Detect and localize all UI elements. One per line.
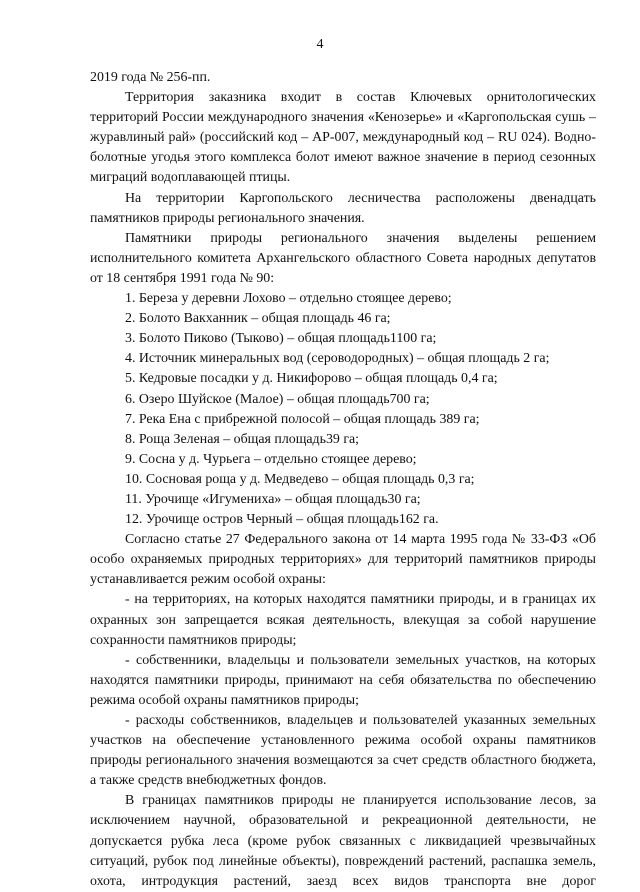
list-item: 2. Болото Вакханник – общая площадь 46 га; bbox=[125, 311, 391, 327]
list-item: 3. Болото Пиково (Тыково) – общая площадь1100 га; bbox=[125, 331, 437, 347]
document-body bbox=[90, 68, 596, 892]
paragraph-obligations: - собственники, владельцы и пользователи земельных участков, на которых находятся памятники природы, принимают на себя обязательства по обеспечению режима особой охраны памятников природы; bbox=[90, 652, 596, 708]
paragraph-expenses: - расходы собственников, владельцев и пользователей указанных земельных участков на обеспечение установленного режима особой охраны памятников природы регионального значения возмещаются за счет средств областного бюджета, а также средств внебюджетных фондов. bbox=[90, 713, 596, 789]
monuments-list bbox=[90, 289, 596, 530]
list-item: 8. Роща Зеленая – общая площадь39 га; bbox=[125, 431, 360, 447]
list-item: 12. Урочище остров Черный – общая площадь162 га. bbox=[125, 512, 439, 528]
list-item: 1. Береза у деревни Лохово – отдельно стоящее дерево; bbox=[125, 291, 452, 307]
list-item: 4. Источник минеральных вод (сероводородных) – общая площадь 2 га; bbox=[125, 351, 550, 367]
list-item: 6. Озеро Шуйское (Малое) – общая площадь700 га; bbox=[125, 391, 430, 407]
paragraph-prohibition: - на территориях, на которых находятся памятники природы, и в границах их охранных зон запрещается всякая деятельность, влекущая за собой нарушение сохранности памятников природы; bbox=[90, 592, 596, 648]
list-item: 5. Кедровые посадки у д. Никифорово – общая площадь 0,4 га; bbox=[125, 371, 498, 387]
list-item: 7. Река Ена с прибрежной полосой – общая площадь 389 га; bbox=[125, 411, 480, 427]
paragraph-federal-law: Согласно статье 27 Федерального закона от 14 марта 1995 года № 33-ФЗ «Об особо охраняемых природных территориях» для территорий памятников природы устанавливается режим особой охраны: bbox=[90, 532, 596, 588]
paragraph-forestry-monuments: На территории Каргопольского лесничества расположены двенадцать памятников природы регионального значения. bbox=[90, 190, 596, 226]
list-item: 10. Сосновая роща у д. Медведево – общая площадь 0,3 га; bbox=[125, 471, 475, 487]
paragraph-forest-use: В границах памятников природы не планируется использование лесов, за исключением научной, образовательной и рекреационной деятельности, не допускается рубка леса (кроме рубок связанных с ликвидацией чрезвычайных ситуаций, рубок под линейные объекты), повреждений растений, распашка земель, охота, интродукция растений, заезд всех видов транспорта вне дорог bbox=[90, 793, 596, 889]
list-item: 9. Сосна у д. Чурьега – отдельно стоящее дерево; bbox=[125, 451, 417, 467]
paragraph-ornithological-territories: Территория заказника входит в состав Ключевых орнитологических территорий России международного значения «Кенозерье» и «Каргопольская сушь – журавлиный рай» (российский код – АР-007, международный код – RU 024). Водно-болотные угодья этого комплекса болот имеют важное значение в период сезонных миграций водоплавающей птицы. bbox=[90, 90, 596, 186]
paragraph-decision: Памятники природы регионального значения выделены решением исполнительного комитета Архангельского областного Совета народных депутатов от 18 сентября 1991 года № 90: bbox=[90, 230, 596, 286]
list-item: 11. Урочище «Игумениха» – общая площадь30 га; bbox=[125, 491, 421, 507]
paragraph-continuation: 2019 года № 256-пп. bbox=[90, 70, 211, 85]
page-number: 4 bbox=[316, 37, 324, 52]
